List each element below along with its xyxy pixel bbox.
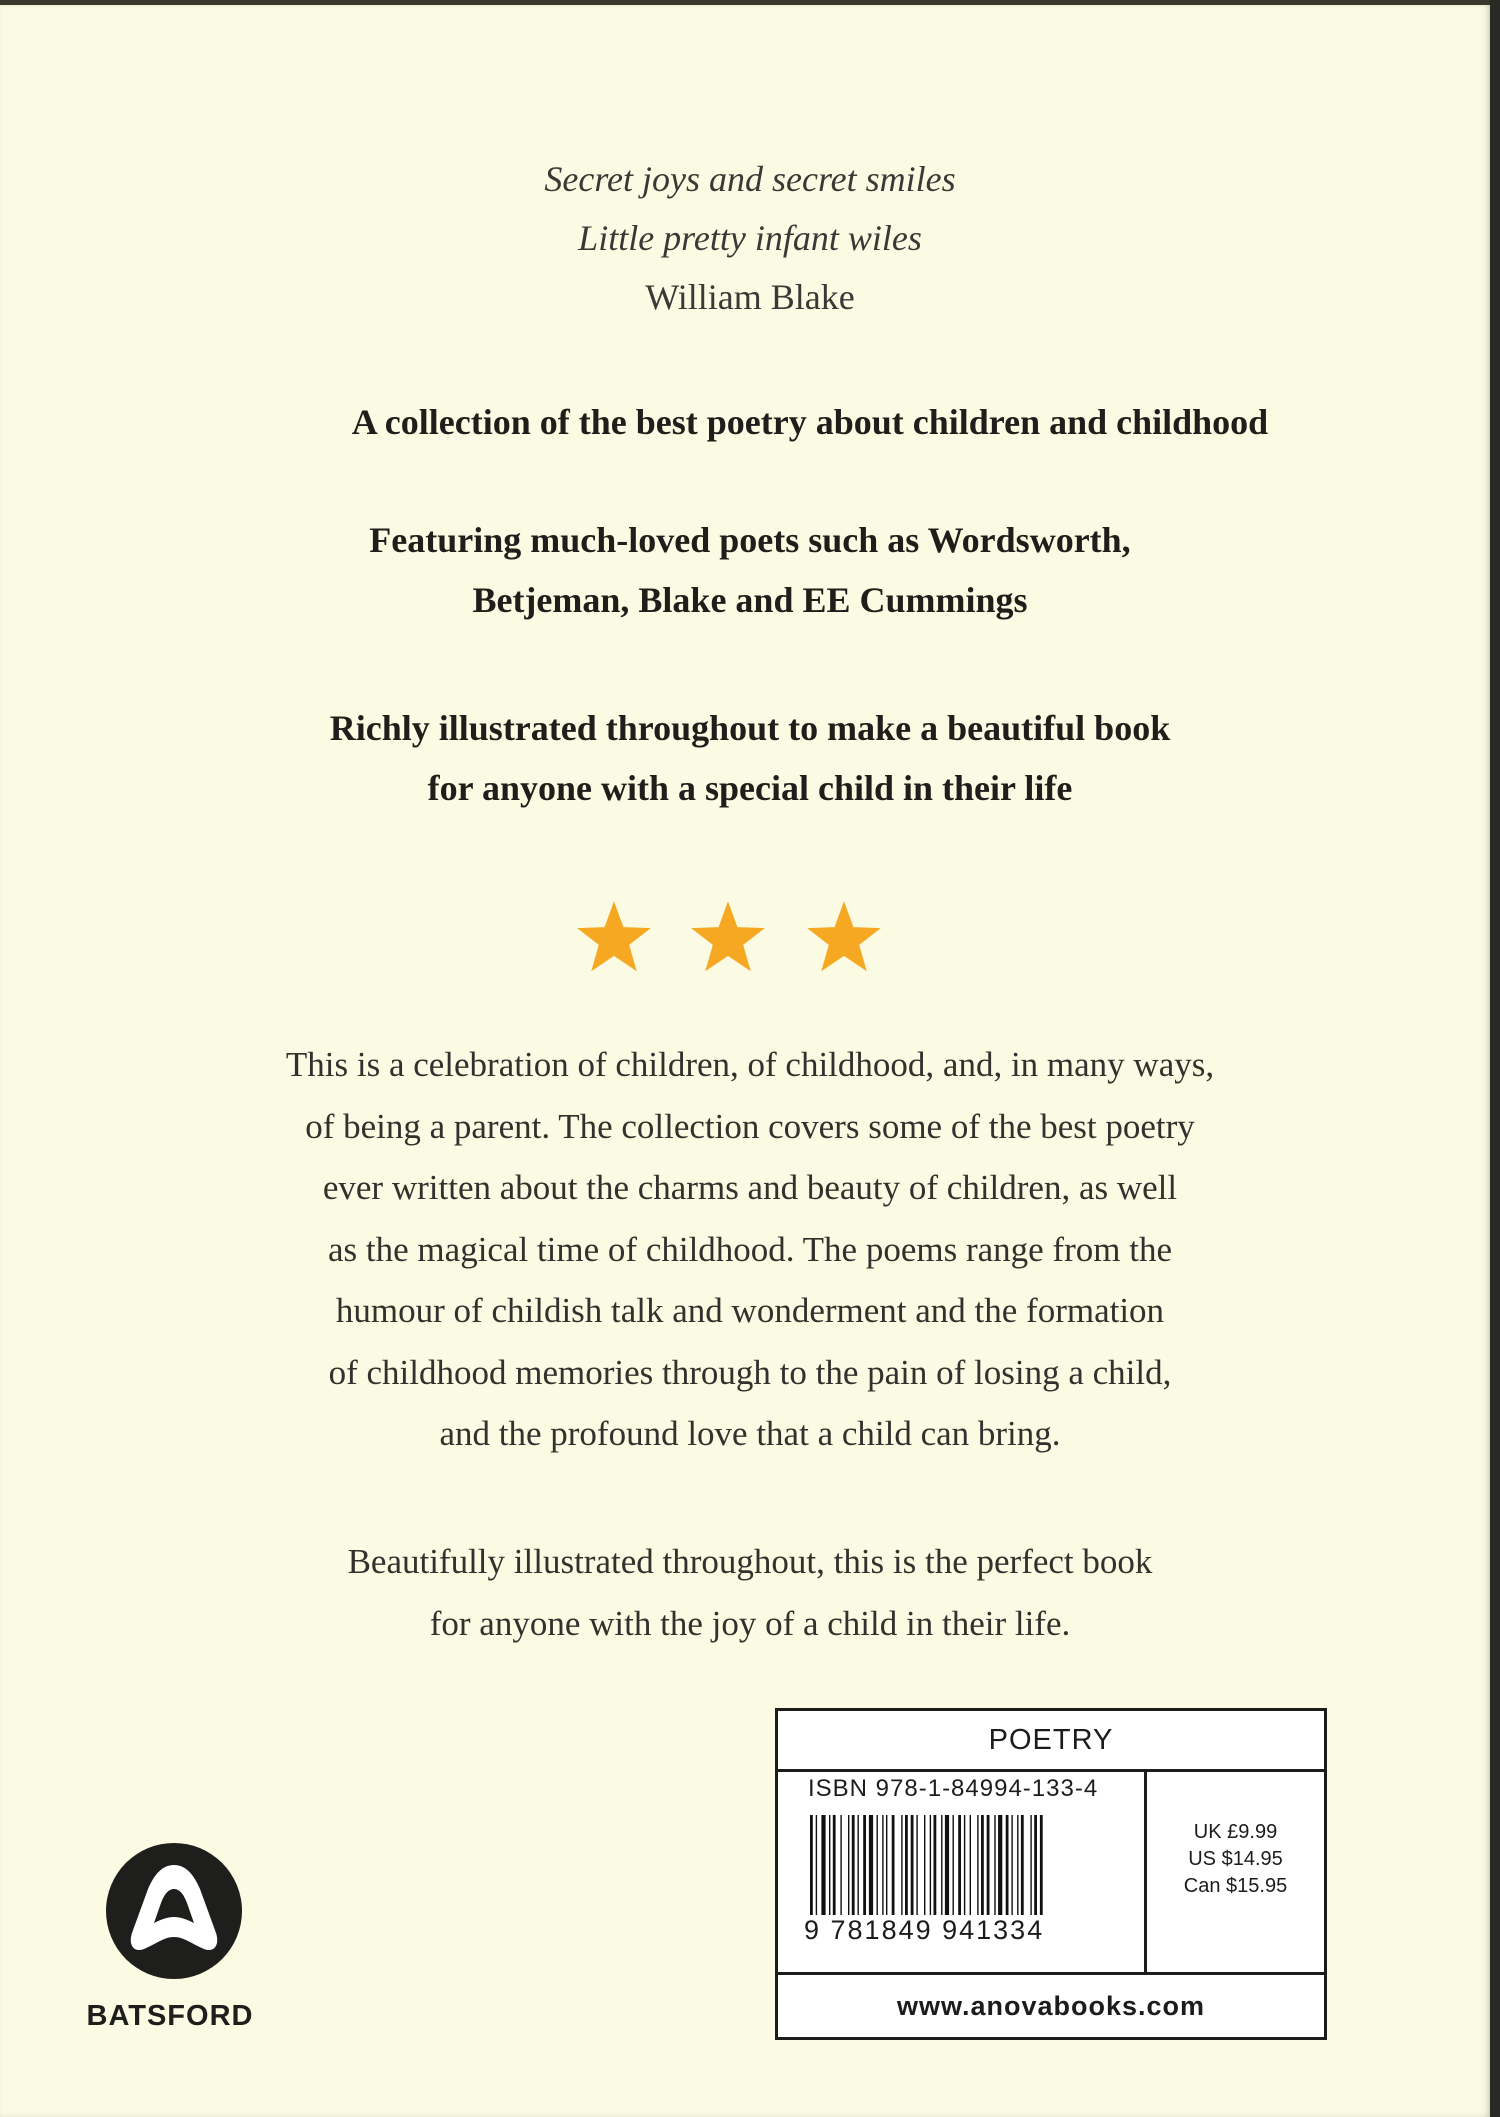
star-icon xyxy=(804,898,884,978)
cover-top-edge xyxy=(0,0,1500,5)
barcode-bar xyxy=(934,1815,937,1915)
isbn-text: ISBN 978-1-84994-133-4 xyxy=(808,1775,1099,1802)
barcode-bar xyxy=(892,1815,895,1915)
description-line: This is a celebration of children, of childhood, and, in many ways, xyxy=(285,1045,1215,1084)
star-icon xyxy=(688,898,768,978)
barcode-bar xyxy=(1011,1815,1012,1915)
description-line: ever written about the charms and beauty of children, as well xyxy=(322,1168,1178,1207)
barcode-bar xyxy=(958,1815,961,1915)
barcode-bar xyxy=(930,1815,931,1915)
barcode-bar xyxy=(994,1815,995,1915)
barcode-bar xyxy=(877,1815,878,1915)
highlight-line: Featuring much-loved poets such as Wordsworth, xyxy=(369,520,1131,560)
barcode-bar xyxy=(833,1815,836,1915)
highlight-line: for anyone with a special child in their life xyxy=(427,768,1073,808)
barcode-bar xyxy=(911,1815,914,1915)
star-icon xyxy=(574,898,654,978)
highlight-line: Richly illustrated throughout to make a beautiful book xyxy=(329,708,1171,748)
barcode-bar xyxy=(970,1815,971,1915)
barcode-bar xyxy=(998,1815,1002,1915)
highlight-line: A collection of the best poetry about children and childhood xyxy=(351,402,1269,442)
highlight-illustrated xyxy=(0,698,1500,818)
barcode-bar xyxy=(886,1815,887,1915)
barcode-bar xyxy=(816,1815,817,1915)
price-list xyxy=(1147,1819,1324,1900)
publisher-name: BATSFORD xyxy=(86,2000,254,2032)
epigraph-line: Secret joys and secret smiles xyxy=(544,159,956,199)
epigraph-author: William Blake xyxy=(645,277,855,317)
price-us: US $14.95 xyxy=(1188,1848,1283,1870)
barcode-bar xyxy=(987,1815,990,1915)
epigraph-line: Little pretty infant wiles xyxy=(578,218,922,258)
barcode-bar xyxy=(981,1815,984,1915)
barcode-bar xyxy=(1030,1815,1031,1915)
barcode-bar xyxy=(848,1815,849,1915)
barcode-bar xyxy=(858,1815,859,1915)
barcode-bar xyxy=(829,1815,830,1915)
barcode-bar xyxy=(916,1815,917,1915)
barcode-image xyxy=(808,1815,1110,1915)
barcode-bar xyxy=(810,1815,813,1915)
barcode-bar xyxy=(941,1815,942,1915)
description-line: of childhood memories through to the pain of losing a child, xyxy=(328,1352,1172,1392)
barcode-bar xyxy=(863,1815,866,1915)
description-line: and the profound love that a child can bring. xyxy=(439,1414,1061,1453)
highlight-line: Betjeman, Blake and EE Cummings xyxy=(472,580,1028,620)
highlight-poets xyxy=(0,510,1500,630)
barcode-bar xyxy=(964,1815,965,1915)
description-paragraph xyxy=(0,1034,1500,1465)
highlight-collection xyxy=(60,392,1500,452)
price-uk: UK £9.99 xyxy=(1193,1821,1278,1843)
barcode-bar xyxy=(924,1815,925,1915)
barcode-bar xyxy=(1040,1815,1043,1915)
barcode-panel xyxy=(775,1708,1327,2040)
barcode-bar xyxy=(882,1815,883,1915)
batsford-a-logo-icon xyxy=(104,1841,244,1981)
barcode-bar xyxy=(869,1815,873,1915)
description-line: humour of childish talk and wonderment and the formation xyxy=(335,1291,1165,1330)
barcode-bar xyxy=(852,1815,855,1915)
description-line: as the magical time of childhood. The poems range from the xyxy=(328,1229,1172,1269)
barcode-digits: 9 781849 941334 xyxy=(804,1915,1045,1945)
closing-paragraph xyxy=(0,1531,1500,1655)
barcode-bar xyxy=(821,1815,825,1915)
price-can: Can $15.95 xyxy=(1183,1875,1288,1897)
star-ornament xyxy=(574,898,924,978)
barcode-bar xyxy=(1017,1815,1018,1915)
description-line: of being a parent. The collection covers some of the best poetry xyxy=(305,1106,1195,1146)
barcode-bar xyxy=(905,1815,908,1915)
barcode-bar xyxy=(953,1815,954,1915)
barcode-bar xyxy=(1034,1815,1037,1915)
barcode-bar xyxy=(840,1815,841,1915)
barcode-bar xyxy=(945,1815,949,1915)
category-label: POETRY xyxy=(778,1711,1324,1772)
epigraph xyxy=(0,150,1500,327)
publisher-url: www.anovabooks.com xyxy=(896,1991,1206,2021)
barcode-bar xyxy=(1006,1815,1009,1915)
closing-line: Beautifully illustrated throughout, this is the perfect book xyxy=(347,1542,1153,1581)
barcode-bar xyxy=(1021,1815,1024,1915)
barcode-bar xyxy=(901,1815,902,1915)
closing-line: for anyone with the joy of a child in their life. xyxy=(429,1604,1071,1643)
barcode-bar xyxy=(977,1815,978,1915)
